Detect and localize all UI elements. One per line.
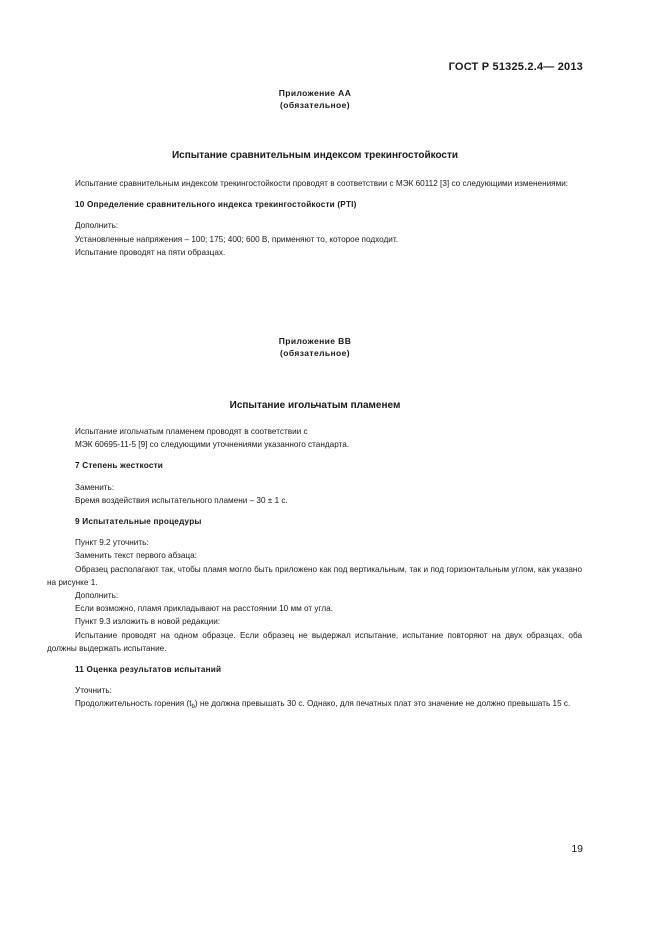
annex-aa-line: Испытание проводят на пяти образцах.: [75, 247, 226, 257]
annex-aa-title: Испытание сравнительным индексом трекингостойкости: [171, 150, 459, 161]
annex-aa-body: [47, 177, 582, 259]
section-9-line: Пункт 9.3 изложить в новой редакции:: [75, 617, 221, 627]
annex-bb-intro-2: МЭК 60695-11-5 [9] со следующими уточнениями указанного стандарта.: [75, 440, 350, 450]
section-7-line: Время воздействия испытательного пламени – 30 ± 1 с.: [75, 495, 288, 505]
burning-time-subscript: b: [191, 704, 195, 711]
annex-aa-section-heading: 10 Определение сравнительного индекса трекингостойкости (PTI): [75, 200, 357, 210]
annex-bb-label: Приложение ВВ: [278, 336, 352, 346]
section-9-line: Образец располагают так, чтобы пламя могло быть приложено как под вертикальным, так и под горизонтальным углом, как указано на рисунке 1.: [47, 564, 582, 587]
standard-header: ГОСТ Р 51325.2.4— 2013: [448, 61, 583, 73]
annex-aa-intro: Испытание сравнительным индексом трекингостойкости проводят в соответствии с МЭК 60112 [3] со следующими изменениями:: [75, 179, 569, 188]
section-9-line: Дополнить:: [75, 591, 119, 601]
annex-bb-heading: [0, 335, 630, 359]
annex-bb-status: (обязательное): [280, 348, 350, 358]
section-11-text-before: Продолжительность горения (t: [75, 699, 192, 709]
section-11-heading: 11 Оценка результатов испытаний: [75, 665, 222, 675]
annex-bb-title: Испытание игольчатым пламенем: [229, 400, 401, 411]
section-11-line: Уточнить:: [75, 686, 112, 696]
section-11-paragraph: [47, 697, 582, 714]
annex-aa-status: (обязательное): [280, 100, 350, 110]
section-11-text-after: ) не должна превышать 30 с. Однако, для печатных плат это значение не должно превышать 15 с.: [194, 699, 571, 709]
section-9-line: Заменить текст первого абзаца:: [75, 551, 197, 561]
page-number: 19: [571, 843, 583, 855]
section-9-line: Если возможно, пламя прикладывают на расстоянии 10 мм от угла.: [75, 604, 333, 614]
section-9-line: Пункт 9.2 уточнить:: [75, 538, 149, 548]
annex-bb-intro-1: Испытание игольчатым пламенем проводят в соответствии с: [75, 427, 308, 436]
annex-bb-body: [47, 425, 582, 715]
section-9-line: Испытание проводят на одном образце. Если образец не выдержал испытание, испытание повторяют на двух образцах, оба должны выдержать испытание.: [47, 630, 582, 653]
annex-aa-heading: [0, 87, 630, 111]
annex-aa-label: Приложение АА: [278, 88, 352, 98]
section-7-line: Заменить:: [75, 482, 115, 492]
section-7-heading: 7 Степень жесткости: [75, 461, 164, 471]
section-9-heading: 9 Испытательные процедуры: [75, 517, 202, 527]
annex-aa-line: Дополнить:: [75, 221, 119, 231]
annex-aa-line: Установленные напряжения – 100; 175; 400; 600 В, применяют то, которое подходит.: [75, 234, 398, 244]
